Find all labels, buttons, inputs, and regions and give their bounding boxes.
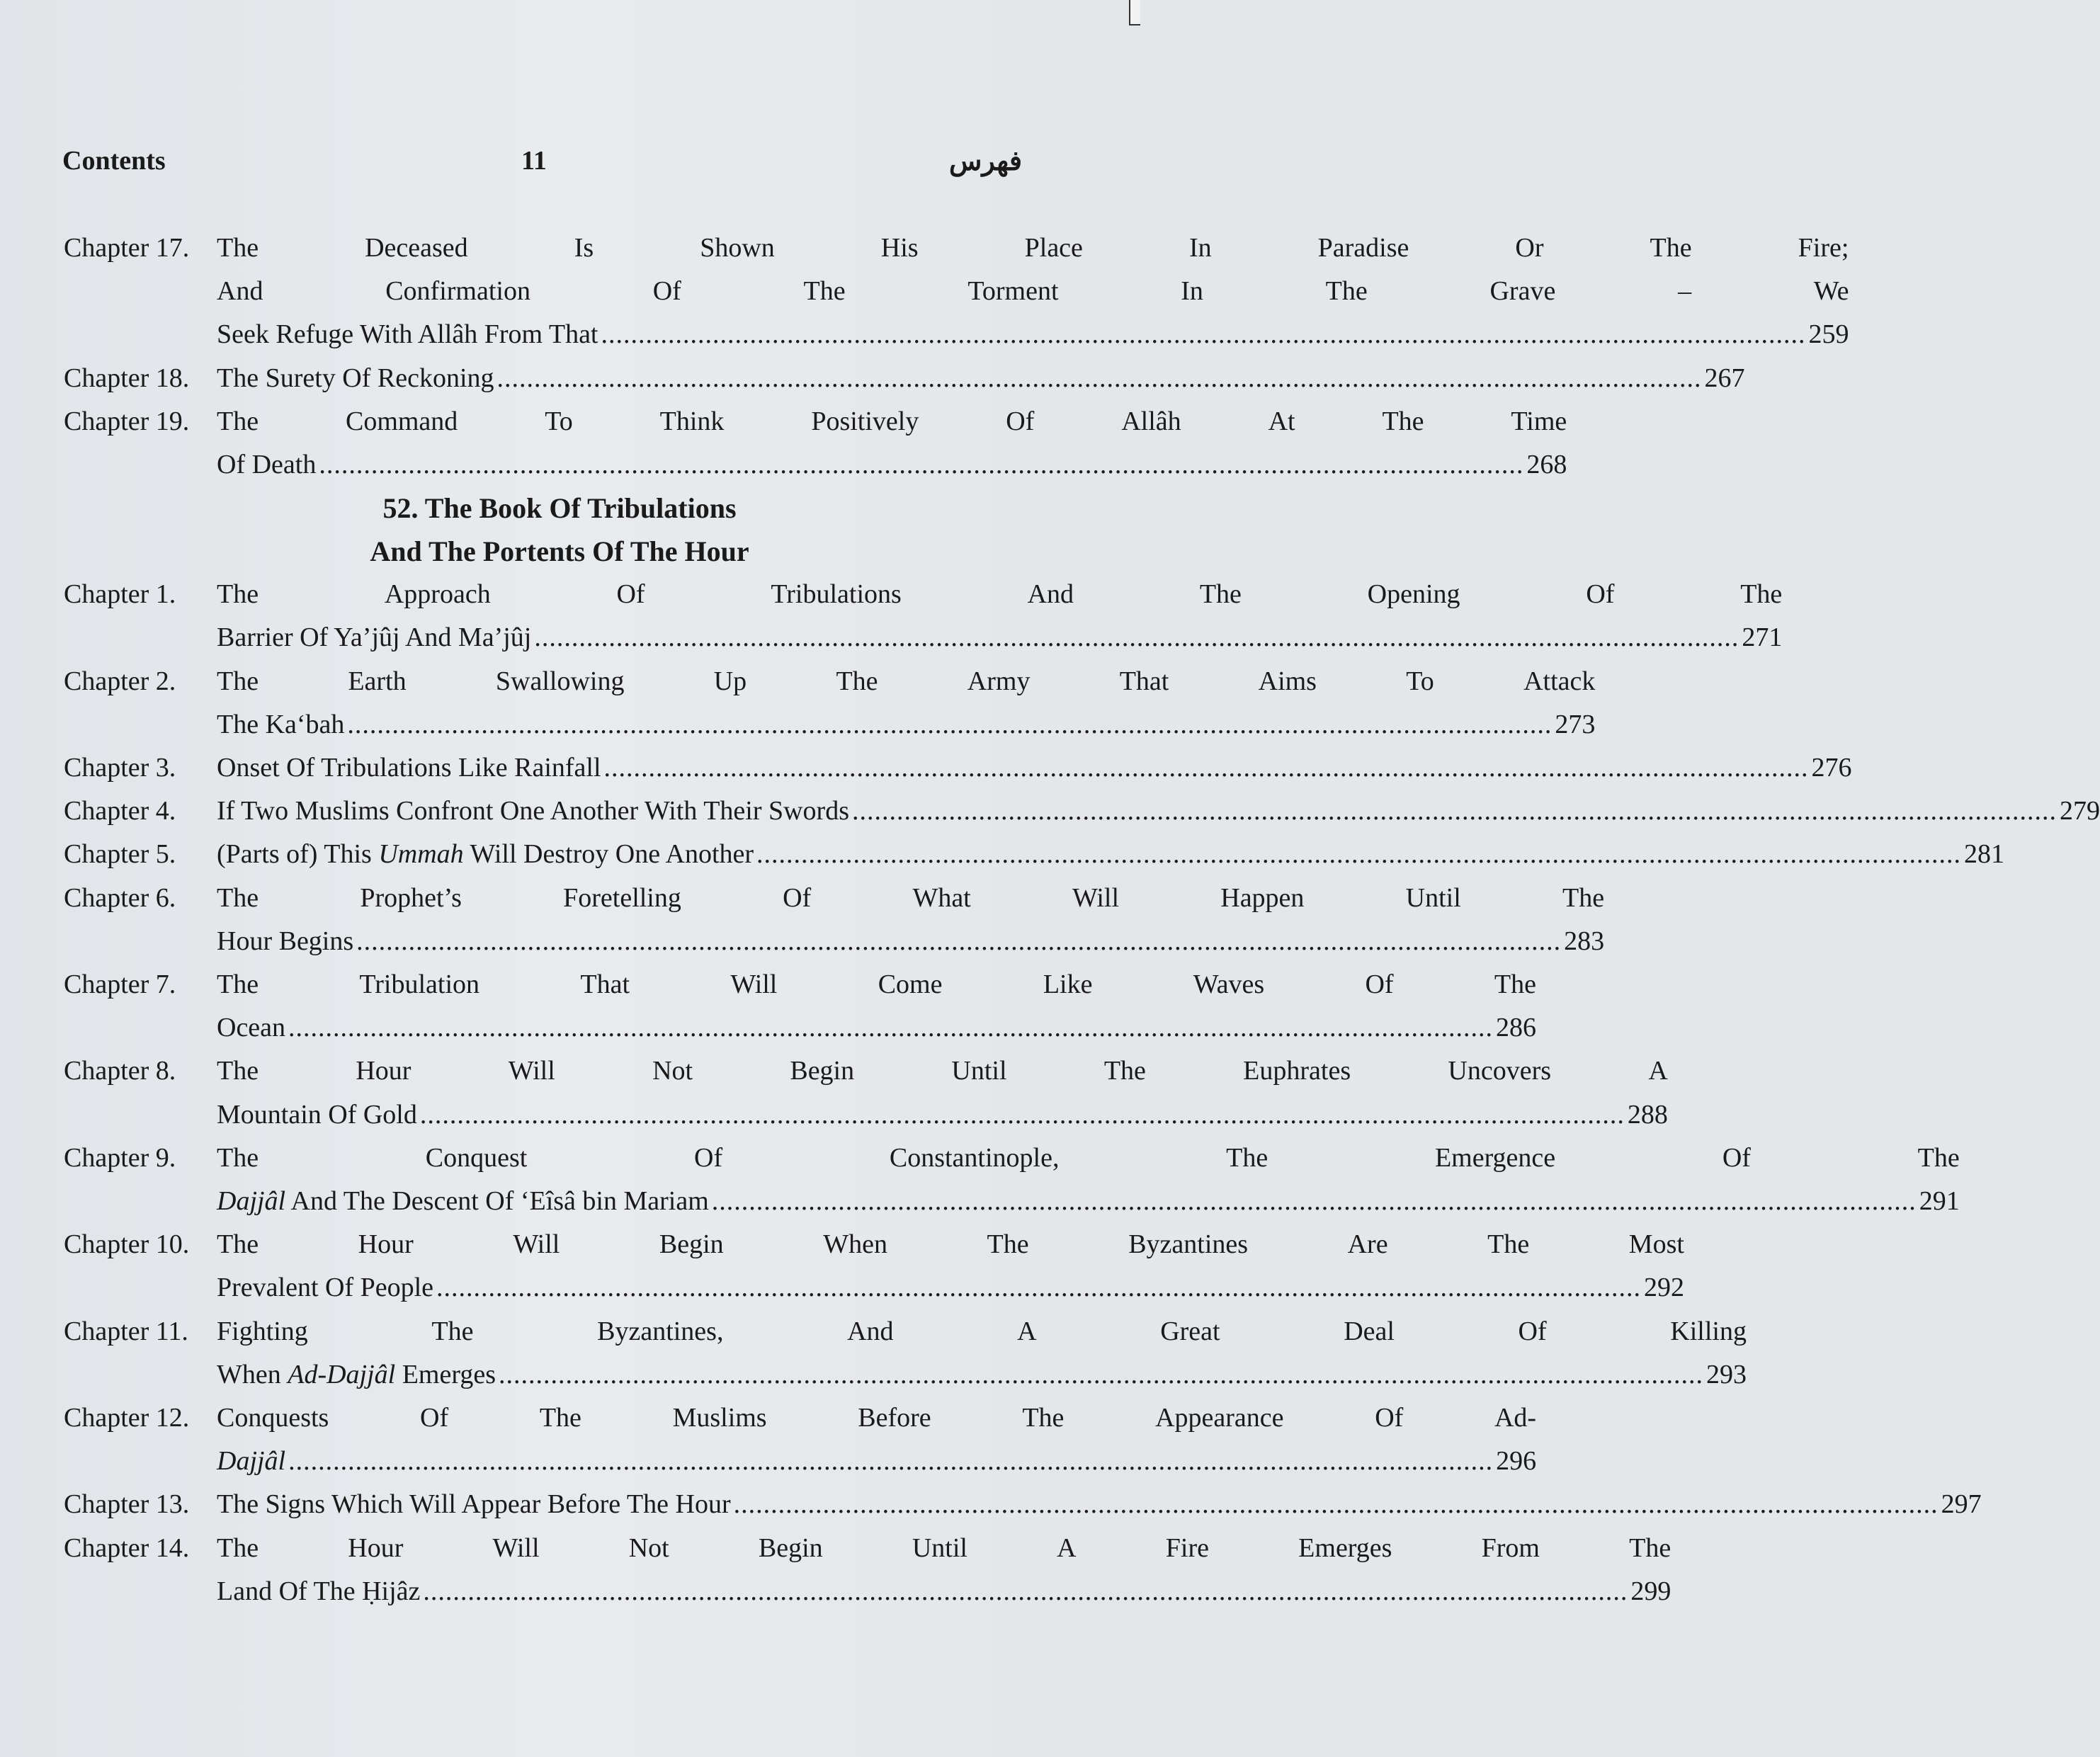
title-text: The Signs Which Will Appear Before The Hour [217,1489,731,1520]
chapter-title [217,1310,1747,1397]
page-number: 267 [1704,363,1745,393]
leader-dots [604,746,1809,790]
chapter-label: Chapter 3. [64,753,176,783]
page-number: 296 [1496,1446,1537,1477]
chapter-title [217,877,1604,963]
page-number: 273 [1555,709,1596,739]
title-text: Land Of The Ḥijâz [217,1576,421,1606]
header-contents: Contents [62,146,166,176]
toc-list-top [64,227,1849,487]
chapter-label: Chapter 11. [64,1316,188,1346]
title-text: Will Destroy One Another [463,839,754,870]
chapter-title-last-line [217,616,1782,659]
chapter-title-last-line [217,443,1567,487]
chapter-title-last-line [217,1180,1960,1223]
toc-entry [64,833,2005,876]
chapter-label: Chapter 19. [64,406,190,436]
chapter-title [217,227,1849,357]
section-heading [64,487,1013,573]
title-italic-term: Ummah [378,839,464,870]
chapter-label: Chapter 18. [64,363,190,393]
chapter-title-line: The Earth Swallowing Up The Army That Aims To Attack [217,666,1596,696]
chapter-title [217,660,1595,746]
toc-list-main [64,573,2100,1613]
chapter-label: Chapter 8. [64,1056,176,1086]
title-text: The Ka‘bah [217,709,345,739]
chapter-title [217,1483,1982,1526]
chapter-title-last-line [217,1570,1671,1613]
toc-entry [64,1050,1668,1136]
toc-entry [64,746,1852,790]
toc-entry [64,573,1783,659]
page-number: 299 [1630,1576,1672,1606]
leader-dots [499,1353,1703,1397]
page-number: 279 [2060,796,2100,826]
page-number: 292 [1644,1273,1685,1303]
leader-dots [288,1006,1493,1050]
title-text: The Surety Of Reckoning [217,363,494,393]
chapter-title [217,833,2004,876]
header-page-number: 11 [521,146,547,176]
section-title-line-1: 52. The Book Of Tribulations [382,492,737,525]
chapter-label: Chapter 9. [64,1142,176,1173]
toc-entry [64,1527,1672,1613]
leader-dots [497,357,1702,400]
chapter-title-line: The Hour Will Not Begin Until A Fire Emerges From The [217,1533,1672,1563]
toc-entry [64,400,1567,487]
chapter-label: Chapter 7. [64,970,176,1000]
chapter-title [217,573,1782,659]
page-number: 283 [1564,926,1605,956]
toc-entry [64,1137,1960,1223]
chapter-title-last-line [217,920,1604,963]
page-header [62,145,1057,188]
chapter-title [217,357,1745,400]
chapter-title [217,790,2100,833]
toc-entry [64,1310,1747,1397]
toc-entry [64,1223,1685,1309]
title-italic-term: Dajjâl [217,1446,286,1477]
chapter-label: Chapter 14. [64,1533,190,1563]
chapter-label: Chapter 2. [64,666,176,696]
chapter-title [217,1527,1671,1613]
chapter-title-line: The Hour Will Begin When The Byzantines Are The Most [217,1229,1684,1260]
toc-content [64,227,2100,1613]
leader-dots [356,920,1561,963]
header-arabic-title: فهرس [948,147,1022,176]
title-text: Seek Refuge With Allâh From That [217,319,598,350]
chapter-title-last-line [217,357,1745,400]
leader-dots [756,833,1961,876]
toc-entry [64,1483,1982,1526]
chapter-title-line: And Confirmation Of The Torment In The Grave – We [217,276,1849,307]
toc-entry [64,790,2100,833]
page-number: 281 [1964,839,2005,870]
chapter-label: Chapter 17. [64,233,190,263]
title-italic-term: Dajjâl [217,1186,286,1217]
title-text: Prevalent Of People [217,1273,434,1303]
chapter-title-last-line [217,746,1852,790]
toc-entry [64,963,1537,1050]
chapter-label: Chapter 5. [64,839,176,870]
title-italic-term: Ad-Dajjâl [288,1359,396,1389]
leader-dots [852,790,2057,833]
chapter-title-line: The Prophet’s Foretelling Of What Will Happen Until The [217,882,1605,913]
chapter-label: Chapter 4. [64,796,176,826]
title-text: Barrier Of Ya’jûj And Ma’jûj [217,622,532,653]
chapter-title-line: The Command To Think Positively Of Allâh At The Time [217,406,1567,436]
leader-dots [288,1440,1493,1483]
chapter-label: Chapter 1. [64,579,176,610]
chapter-title-line: The Approach Of Tribulations And The Opening Of The [217,579,1783,610]
chapter-title [217,1223,1684,1309]
title-text: If Two Muslims Confront One Another With Their Swords [217,796,849,826]
page-number: 259 [1808,319,1849,350]
page-number: 268 [1526,450,1567,480]
chapter-title-line: The Deceased Is Shown His Place In Paradise Or The Fire; [217,233,1849,263]
leader-dots [534,616,1739,659]
leader-dots [601,313,1806,356]
chapter-title-last-line [217,790,2100,833]
page-corner [1129,0,1140,25]
chapter-label: Chapter 13. [64,1489,190,1520]
title-text: Onset Of Tribulations Like Rainfall [217,753,601,783]
chapter-title-line: The Tribulation That Will Come Like Waves Of The [217,970,1536,1000]
page-number: 276 [1811,753,1852,783]
chapter-label: Chapter 12. [64,1403,190,1433]
chapter-title [217,746,1852,790]
title-text: When [217,1359,288,1389]
page-number: 288 [1627,1099,1668,1130]
chapter-title [217,400,1567,487]
leader-dots [420,1093,1625,1137]
title-text: Mountain Of Gold [217,1099,417,1130]
leader-dots [712,1180,1917,1223]
chapter-label: Chapter 10. [64,1229,190,1260]
title-text: And The Descent Of ‘Eîsâ bin Mariam [285,1186,709,1217]
chapter-title-line: Fighting The Byzantines, And A Great Deal Of Killing [217,1316,1747,1346]
toc-entry [64,1397,1537,1483]
title-text: Of Death [217,450,317,480]
chapter-title-last-line [217,1093,1668,1137]
title-text: Ocean [217,1013,286,1043]
chapter-title-last-line [217,1006,1536,1050]
chapter-title-last-line [217,1440,1536,1483]
leader-dots [436,1266,1641,1309]
chapter-title-last-line [217,1483,1982,1526]
title-text: Emerges [395,1359,496,1389]
chapter-title-last-line [217,833,2004,876]
chapter-title-last-line [217,1266,1684,1309]
page-number: 286 [1496,1013,1537,1043]
toc-entry [64,357,1745,400]
chapter-label: Chapter 6. [64,882,176,913]
page-number: 271 [1742,622,1783,653]
leader-dots [734,1483,1939,1526]
toc-entry [64,660,1596,746]
chapter-title-line: Conquests Of The Muslims Before The Appearance Of Ad- [217,1403,1537,1433]
leader-dots [347,703,1552,746]
section-title-line-2: And The Portents Of The Hour [370,535,749,568]
chapter-title [217,1137,1960,1223]
chapter-title-last-line [217,703,1595,746]
toc-entry [64,227,1849,357]
chapter-title [217,1050,1668,1136]
toc-entry [64,877,1605,963]
chapter-title-last-line [217,313,1849,356]
chapter-title-line: The Conquest Of Constantinople, The Emergence Of The [217,1142,1960,1173]
chapter-title [217,1397,1536,1483]
title-text: Hour Begins [217,926,354,956]
chapter-title-line: The Hour Will Not Begin Until The Euphrates Uncovers A [217,1056,1668,1086]
leader-dots [423,1570,1628,1613]
page-number: 297 [1941,1489,1982,1520]
leader-dots [319,443,1523,487]
title-text: (Parts of) This [217,839,379,870]
chapter-title-last-line [217,1353,1747,1397]
page-number: 293 [1705,1359,1747,1389]
page-number: 291 [1919,1186,1960,1217]
chapter-title [217,963,1536,1050]
